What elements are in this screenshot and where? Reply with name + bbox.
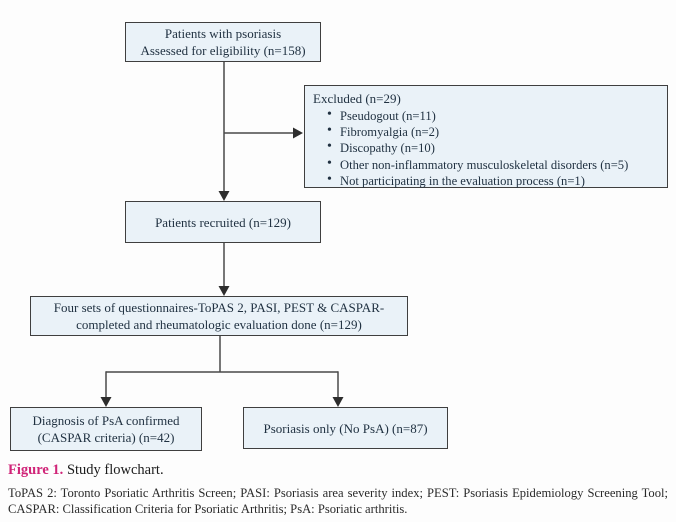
box-excluded — [304, 85, 668, 188]
excluded-list — [313, 108, 659, 189]
arrowhead-down-questionnaires — [219, 286, 230, 296]
box-psoriasis-only — [243, 407, 448, 449]
psa-confirmed-line2: (CASPAR criteria) (n=42) — [37, 430, 175, 445]
arrowhead-down-recruited — [219, 191, 230, 201]
box-patients-recruited — [125, 201, 321, 243]
box-psa-confirmed — [10, 407, 202, 451]
questionnaires-line2: completed and rheumatologic evaluation done (n=129) — [76, 317, 362, 332]
excluded-item-discopathy: • Discopathy (n=10) — [327, 140, 659, 156]
box-questionnaires — [30, 296, 408, 336]
excluded-item-fibromyalgia: • Fibromyalgia (n=2) — [327, 124, 659, 140]
arrowhead-right-excluded — [293, 128, 303, 139]
psa-confirmed-line1: Diagnosis of PsA confirmed — [32, 413, 180, 428]
figure-caption-text: Study flowchart. — [63, 462, 164, 478]
eligibility-line1: Patients with psoriasis — [164, 26, 282, 41]
eligibility-line2: Assessed for eligibility (n=158) — [140, 43, 306, 58]
recruited-text: Patients recruited (n=129) — [155, 214, 291, 230]
excluded-item-other-msk: • Other non-inflammatory musculoskeletal disorders (n=5) — [327, 157, 659, 173]
box-patients-eligibility — [125, 22, 321, 62]
figure-caption — [8, 461, 164, 479]
psoriasis-only-text: Psoriasis only (No PsA) (n=87) — [263, 420, 428, 436]
figure-caption-label: Figure 1. — [8, 462, 64, 478]
excluded-item-not-participating: • Not participating in the evaluation process (n=1) — [327, 173, 659, 189]
figure-footnote: ToPAS 2: Toronto Psoriatic Arthritis Screen; PASI: Psoriasis area severity index; PEST: Psoriasis Epidemiology Screening Tool; CASPAR: Classification Criteria for Psoriatic Arthritis; PsA: Psoriatic arthritis. — [8, 486, 668, 516]
excluded-title: Excluded (n=29) — [313, 91, 401, 106]
arrowhead-down-psa — [101, 397, 112, 407]
excluded-item-pseudogout: • Pseudogout (n=11) — [327, 108, 659, 124]
questionnaires-line1: Four sets of questionnaires-ToPAS 2, PASI, PEST & CASPAR- — [53, 300, 385, 315]
arrowhead-down-psoriasis-only — [333, 397, 344, 407]
